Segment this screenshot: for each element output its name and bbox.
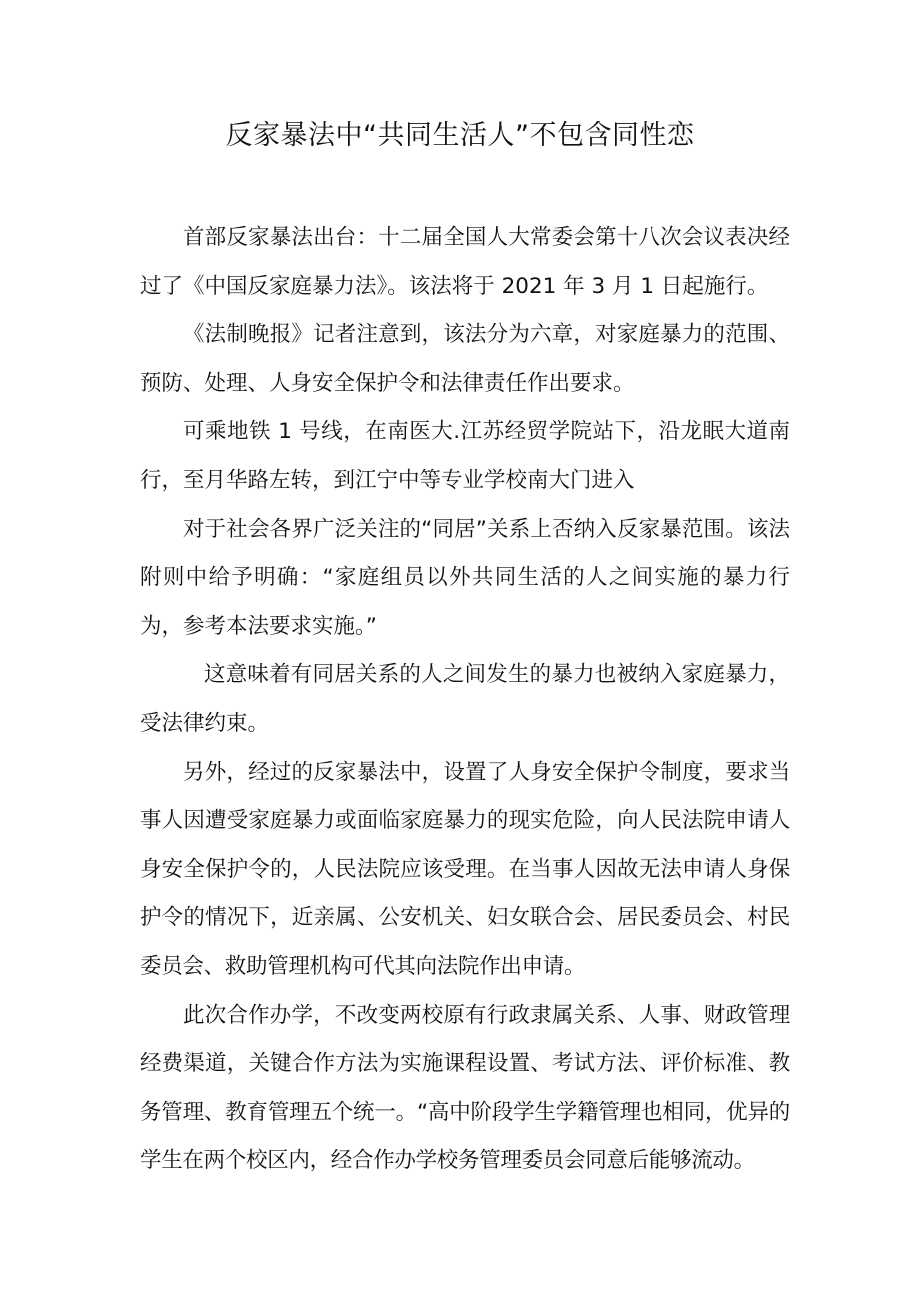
- paragraph-cooperative-schooling: 此次合作办学，不改变两校原有行政隶属关系、人事、财政管理经费渠道，关键合作方法为实施课程设置、考试方法、评价标准、教务管理、教育管理五个统一。“高中阶段学生学籍管理也相同，优异的学生在两个校区内，经合作办学校务管理委员会同意后能够流动。: [140, 1002, 790, 1174]
- paragraph-cohabitation-meaning: 这意味着有同居关系的人之间发生的暴力也被纳入家庭暴力，受法律约束。: [140, 662, 790, 736]
- paragraph-law-introduction: 首部反家暴法出台：十二届全国人大常委会第十八次会议表决经过了《中国反家庭暴力法》。该法将于 2021 年 3 月 1 日起施行。: [140, 225, 790, 299]
- paragraph-directions: 可乘地铁 1 号线，在南医大.江苏经贸学院站下，沿龙眠大道南行，至月华路左转，到江宁中等专业学校南大门进入: [140, 419, 790, 493]
- paragraph-cohabitation: 对于社会各界广泛关注的“同居”关系上否纳入反家暴范围。该法附则中给予明确：“家庭组员以外共同生活的人之间实施的暴力行为，参考本法要求实施。”: [140, 516, 790, 639]
- paragraph-law-chapters: 《法制晚报》记者注意到，该法分为六章，对家庭暴力的范围、预防、处理、人身安全保护令和法律责任作出要求。: [140, 322, 790, 396]
- document-body: [140, 214, 790, 1186]
- paragraph-protection-order: 另外，经过的反家暴法中，设置了人身安全保护令制度，要求当事人因遭受家庭暴力或面临家庭暴力的现实危险，向人民法院申请人身安全保护令的，人民法院应该受理。在当事人因故无法申请人身保护令的情况下，近亲属、公安机关、妇女联合会、居民委员会、村民委员会、救助管理机构可代其向法院作出申请。: [140, 759, 790, 979]
- document-title: 反家暴法中“共同生活人”不包含同性恋: [225, 120, 695, 151]
